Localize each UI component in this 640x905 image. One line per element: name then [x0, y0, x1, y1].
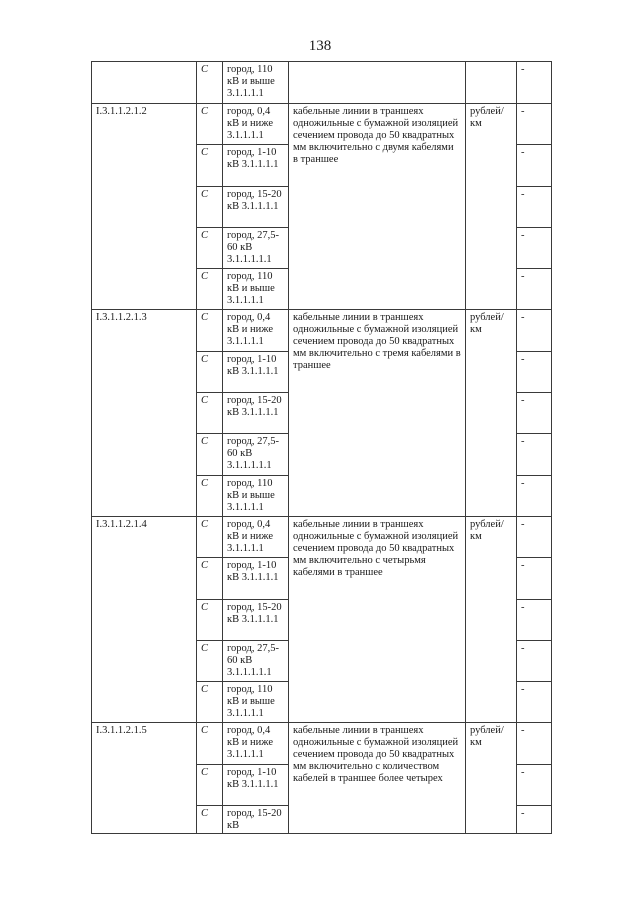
row-value: -: [517, 723, 552, 764]
row-value: -: [517, 806, 552, 834]
row-letter: С: [197, 310, 223, 351]
row-description: кабельные линии в траншеях одножильные с бумажной изоляцией сечением провода до 50 квадратных мм включительно с тремя кабелями в траншее: [289, 310, 466, 516]
row-value: -: [517, 475, 552, 516]
row-letter: С: [197, 558, 223, 599]
row-value: -: [517, 434, 552, 475]
table-row: [92, 104, 552, 145]
row-description: кабельные линии в траншеях одножильные с бумажной изоляцией сечением провода до 50 квадратных мм включительно с четырьмя кабелями в траншее: [289, 516, 466, 722]
row-territory: город, 1-10 кВ 3.1.1.1.1: [223, 351, 289, 392]
row-unit: [466, 62, 517, 104]
row-territory: город, 0,4 кВ и ниже 3.1.1.1.1: [223, 516, 289, 557]
row-unit: рублей/км: [466, 310, 517, 516]
row-value: -: [517, 310, 552, 351]
row-letter: С: [197, 723, 223, 764]
row-territory: город, 1-10 кВ 3.1.1.1.1: [223, 558, 289, 599]
row-code: I.3.1.1.2.1.5: [92, 723, 197, 834]
row-territory: город, 0,4 кВ и ниже 3.1.1.1.1: [223, 104, 289, 145]
row-value: -: [517, 599, 552, 640]
row-value: -: [517, 393, 552, 434]
row-territory: город, 15-20 кВ: [223, 806, 289, 834]
row-letter: С: [197, 227, 223, 268]
row-code: I.3.1.1.2.1.3: [92, 310, 197, 516]
row-unit: рублей/км: [466, 516, 517, 722]
table-row: [92, 62, 552, 104]
row-code: I.3.1.1.2.1.4: [92, 516, 197, 722]
row-letter: С: [197, 475, 223, 516]
row-letter: С: [197, 62, 223, 104]
row-value: -: [517, 227, 552, 268]
row-letter: С: [197, 599, 223, 640]
row-territory: город, 27,5-60 кВ 3.1.1.1.1.1: [223, 640, 289, 681]
row-letter: С: [197, 806, 223, 834]
row-letter: С: [197, 764, 223, 805]
row-value: -: [517, 640, 552, 681]
row-value: -: [517, 682, 552, 723]
row-territory: город, 0,4 кВ и ниже 3.1.1.1.1: [223, 723, 289, 764]
row-value: -: [517, 186, 552, 227]
row-value: -: [517, 558, 552, 599]
page-number: 138: [308, 38, 332, 54]
row-territory: город, 1-10 кВ 3.1.1.1.1: [223, 145, 289, 186]
tariff-table: [91, 61, 552, 834]
row-territory: город, 0,4 кВ и ниже 3.1.1.1.1: [223, 310, 289, 351]
row-letter: С: [197, 393, 223, 434]
row-territory: город, 110 кВ и выше 3.1.1.1.1: [223, 62, 289, 104]
row-unit: рублей/км: [466, 104, 517, 310]
row-letter: С: [197, 434, 223, 475]
row-letter: С: [197, 682, 223, 723]
row-letter: С: [197, 145, 223, 186]
row-territory: город, 27,5-60 кВ 3.1.1.1.1.1: [223, 434, 289, 475]
row-value: -: [517, 62, 552, 104]
row-description: кабельные линии в траншеях одножильные с бумажной изоляцией сечением провода до 50 квадратных мм включительно с двумя кабелями в траншее: [289, 104, 466, 310]
row-code: I.3.1.1.2.1.2: [92, 104, 197, 310]
row-letter: С: [197, 269, 223, 310]
row-code: [92, 62, 197, 104]
row-territory: город, 15-20 кВ 3.1.1.1.1: [223, 393, 289, 434]
row-value: -: [517, 269, 552, 310]
row-value: -: [517, 764, 552, 805]
table-row: [92, 516, 552, 557]
row-territory: город, 1-10 кВ 3.1.1.1.1: [223, 764, 289, 805]
row-territory: город, 110 кВ и выше 3.1.1.1.1: [223, 682, 289, 723]
row-territory: город, 15-20 кВ 3.1.1.1.1: [223, 599, 289, 640]
row-territory: город, 110 кВ и выше 3.1.1.1.1: [223, 475, 289, 516]
row-territory: город, 27,5-60 кВ 3.1.1.1.1.1: [223, 227, 289, 268]
row-letter: С: [197, 640, 223, 681]
table-row: [92, 310, 552, 351]
row-letter: С: [197, 186, 223, 227]
row-letter: С: [197, 104, 223, 145]
row-unit: рублей/км: [466, 723, 517, 834]
row-letter: С: [197, 351, 223, 392]
row-territory: город, 110 кВ и выше 3.1.1.1.1: [223, 269, 289, 310]
table-row: [92, 723, 552, 764]
row-value: -: [517, 145, 552, 186]
row-description: [289, 62, 466, 104]
row-territory: город, 15-20 кВ 3.1.1.1.1: [223, 186, 289, 227]
row-description: кабельные линии в траншеях одножильные с бумажной изоляцией сечением провода до 50 квадратных мм включительно с количеством кабелей в траншее более четырех: [289, 723, 466, 834]
row-value: -: [517, 516, 552, 557]
row-value: -: [517, 351, 552, 392]
row-value: -: [517, 104, 552, 145]
row-letter: С: [197, 516, 223, 557]
